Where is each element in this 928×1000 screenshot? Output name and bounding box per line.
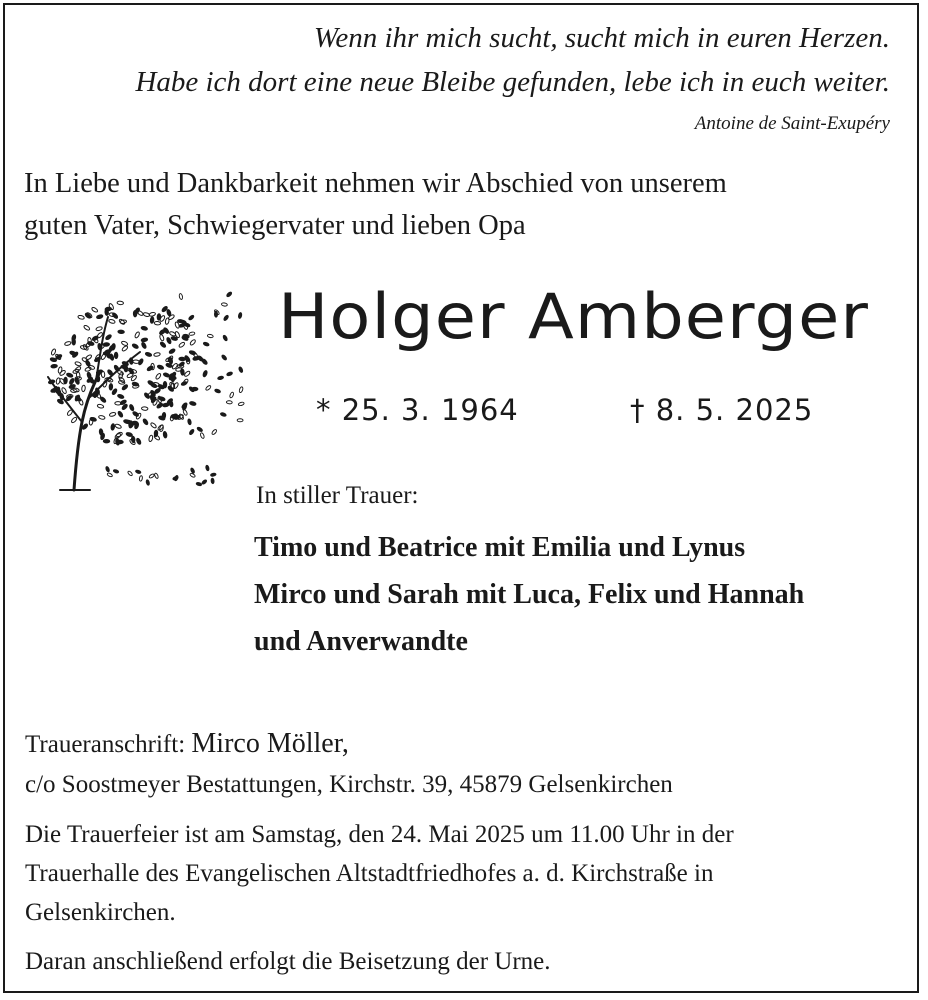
ceremony-line-3: Gelsenkirchen. <box>25 899 176 926</box>
ceremony-line-2: Trauerhalle des Evangelischen Altstadtfriedhofes a. d. Kirchstraße in <box>25 860 714 887</box>
birth-date: * 25. 3. 1964 <box>316 393 519 427</box>
mourner-line-2: Mirco und Sarah mit Luca, Felix und Hannah <box>254 579 805 610</box>
quote-line-2: Habe ich dort eine neue Bleibe gefunden, lebe ich in euch weiter. <box>135 66 890 98</box>
intro-line-2: guten Vater, Schwiegervater und lieben Opa <box>24 210 526 241</box>
tree-with-falling-leaves-icon <box>30 272 248 494</box>
mourner-line-1: Timo und Beatrice mit Emilia und Lynus <box>254 532 746 563</box>
address-contact-name: Mirco Möller, <box>191 728 349 759</box>
address-label: Traueranschrift: <box>25 731 186 758</box>
deceased-name: Holger Amberger <box>278 280 869 353</box>
quote-author: Antoine de Saint-Exupéry <box>694 113 890 134</box>
address-line-1 <box>25 728 349 760</box>
intro-line-1: In Liebe und Dankbarkeit nehmen wir Abschied von unserem <box>24 168 727 199</box>
address-line-2: c/o Soostmeyer Bestattungen, Kirchstr. 39, 45879 Gelsenkirchen <box>25 771 673 798</box>
ceremony-line-1: Die Trauerfeier ist am Samstag, den 24. Mai 2025 um 11.00 Uhr in der <box>25 821 734 848</box>
ceremony-line-4: Daran anschließend erfolgt die Beisetzung der Urne. <box>25 948 551 975</box>
mourners-label: In stiller Trauer: <box>256 482 419 509</box>
quote-line-1: Wenn ihr mich sucht, sucht mich in euren Herzen. <box>313 22 890 54</box>
mourner-line-3: und Anverwandte <box>254 626 468 657</box>
death-date: † 8. 5. 2025 <box>630 393 814 427</box>
